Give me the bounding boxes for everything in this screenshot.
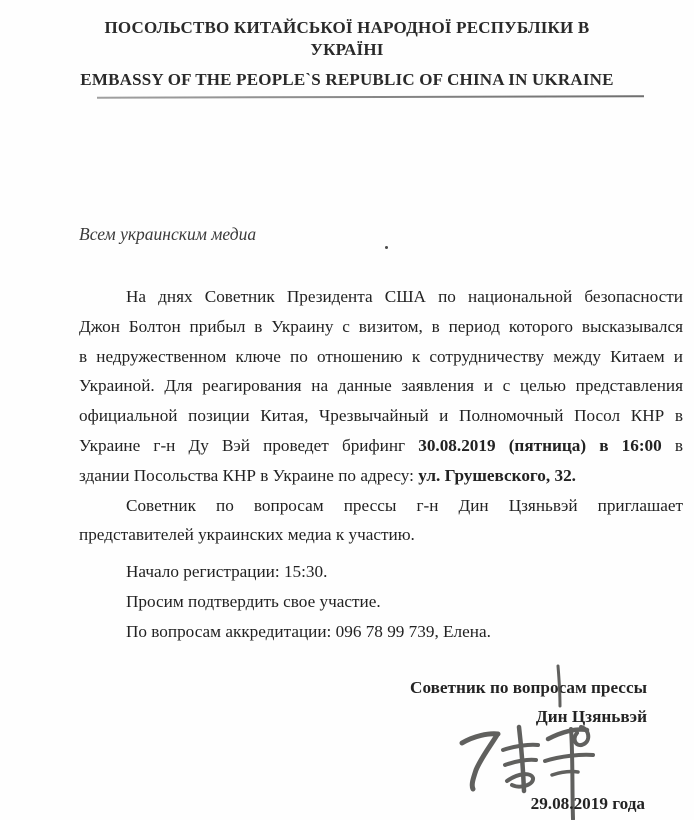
text-segment: в — [661, 435, 683, 455]
text-line — [79, 431, 683, 461]
salutation: Всем украинским медиа — [79, 224, 257, 244]
embassy-title-english: EMBASSY OF THE PEOPLE`S REPUBLIC OF CHINA IN UKRAINE — [80, 70, 614, 89]
text-segment: Украиной. Для реагирования на данные заявления и с целью представления — [79, 376, 683, 396]
text-line — [79, 312, 683, 342]
emphasized-text: ул. Грушевского, 32. — [418, 465, 576, 485]
letterhead — [0, 17, 694, 91]
signature-date: 29.08.2019 года — [530, 794, 645, 813]
ink-dot-artifact — [385, 246, 388, 249]
letter-body — [79, 282, 683, 647]
text-segment: здании Посольства КНР в Украине по адресу: — [79, 465, 419, 485]
text-segment: Джон Болтон прибыл в Украину с визитом, в период которого высказывался — [79, 316, 683, 336]
text-line — [79, 342, 683, 372]
text-line — [79, 520, 683, 550]
text-segment: Начало регистрации: 15:30. — [126, 562, 328, 582]
embassy-title-ukrainian-line2: УКРАЇНІ — [310, 40, 384, 59]
text-segment: в недружественном ключе по отношению к сотрудничеству между Китаем и — [79, 346, 683, 366]
text-segment: Украине г-н Ду Вэй проведет брифинг — [79, 435, 419, 455]
embassy-title-ukrainian — [0, 17, 694, 61]
letterhead-divider — [97, 95, 644, 98]
signature-name: Дин Цзяньвэй — [535, 707, 647, 726]
emphasized-text: 30.08.2019 (пятница) в 16:00 — [418, 435, 662, 455]
text-line — [79, 587, 683, 617]
signature-role: Советник по вопросам прессы — [410, 678, 647, 697]
text-line — [79, 371, 683, 401]
text-segment: представителей украинских медиа к участию. — [79, 525, 415, 545]
text-line — [79, 282, 683, 312]
text-segment: На днях Советник Президента США по национальной безопасности — [126, 287, 683, 306]
text-segment: официальной позиции Китая, Чрезвычайный и Полномочный Посол КНР в — [79, 406, 683, 426]
text-segment: По вопросам аккредитации: 096 78 99 739, Елена. — [126, 621, 491, 641]
embassy-title-ukrainian-line1: ПОСОЛЬСТВО КИТАЙСЬКОЇ НАРОДНОЇ РЕСПУБЛІКИ В — [104, 18, 590, 37]
text-segment: Просим подтвердить свое участие. — [126, 591, 381, 611]
text-line — [79, 617, 683, 647]
text-line — [79, 491, 683, 521]
text-line — [79, 401, 683, 431]
text-segment: Советник по вопросам прессы г-н Дин Цзяньвэй приглашает — [126, 495, 683, 515]
text-line — [79, 557, 683, 587]
text-line — [79, 461, 683, 491]
